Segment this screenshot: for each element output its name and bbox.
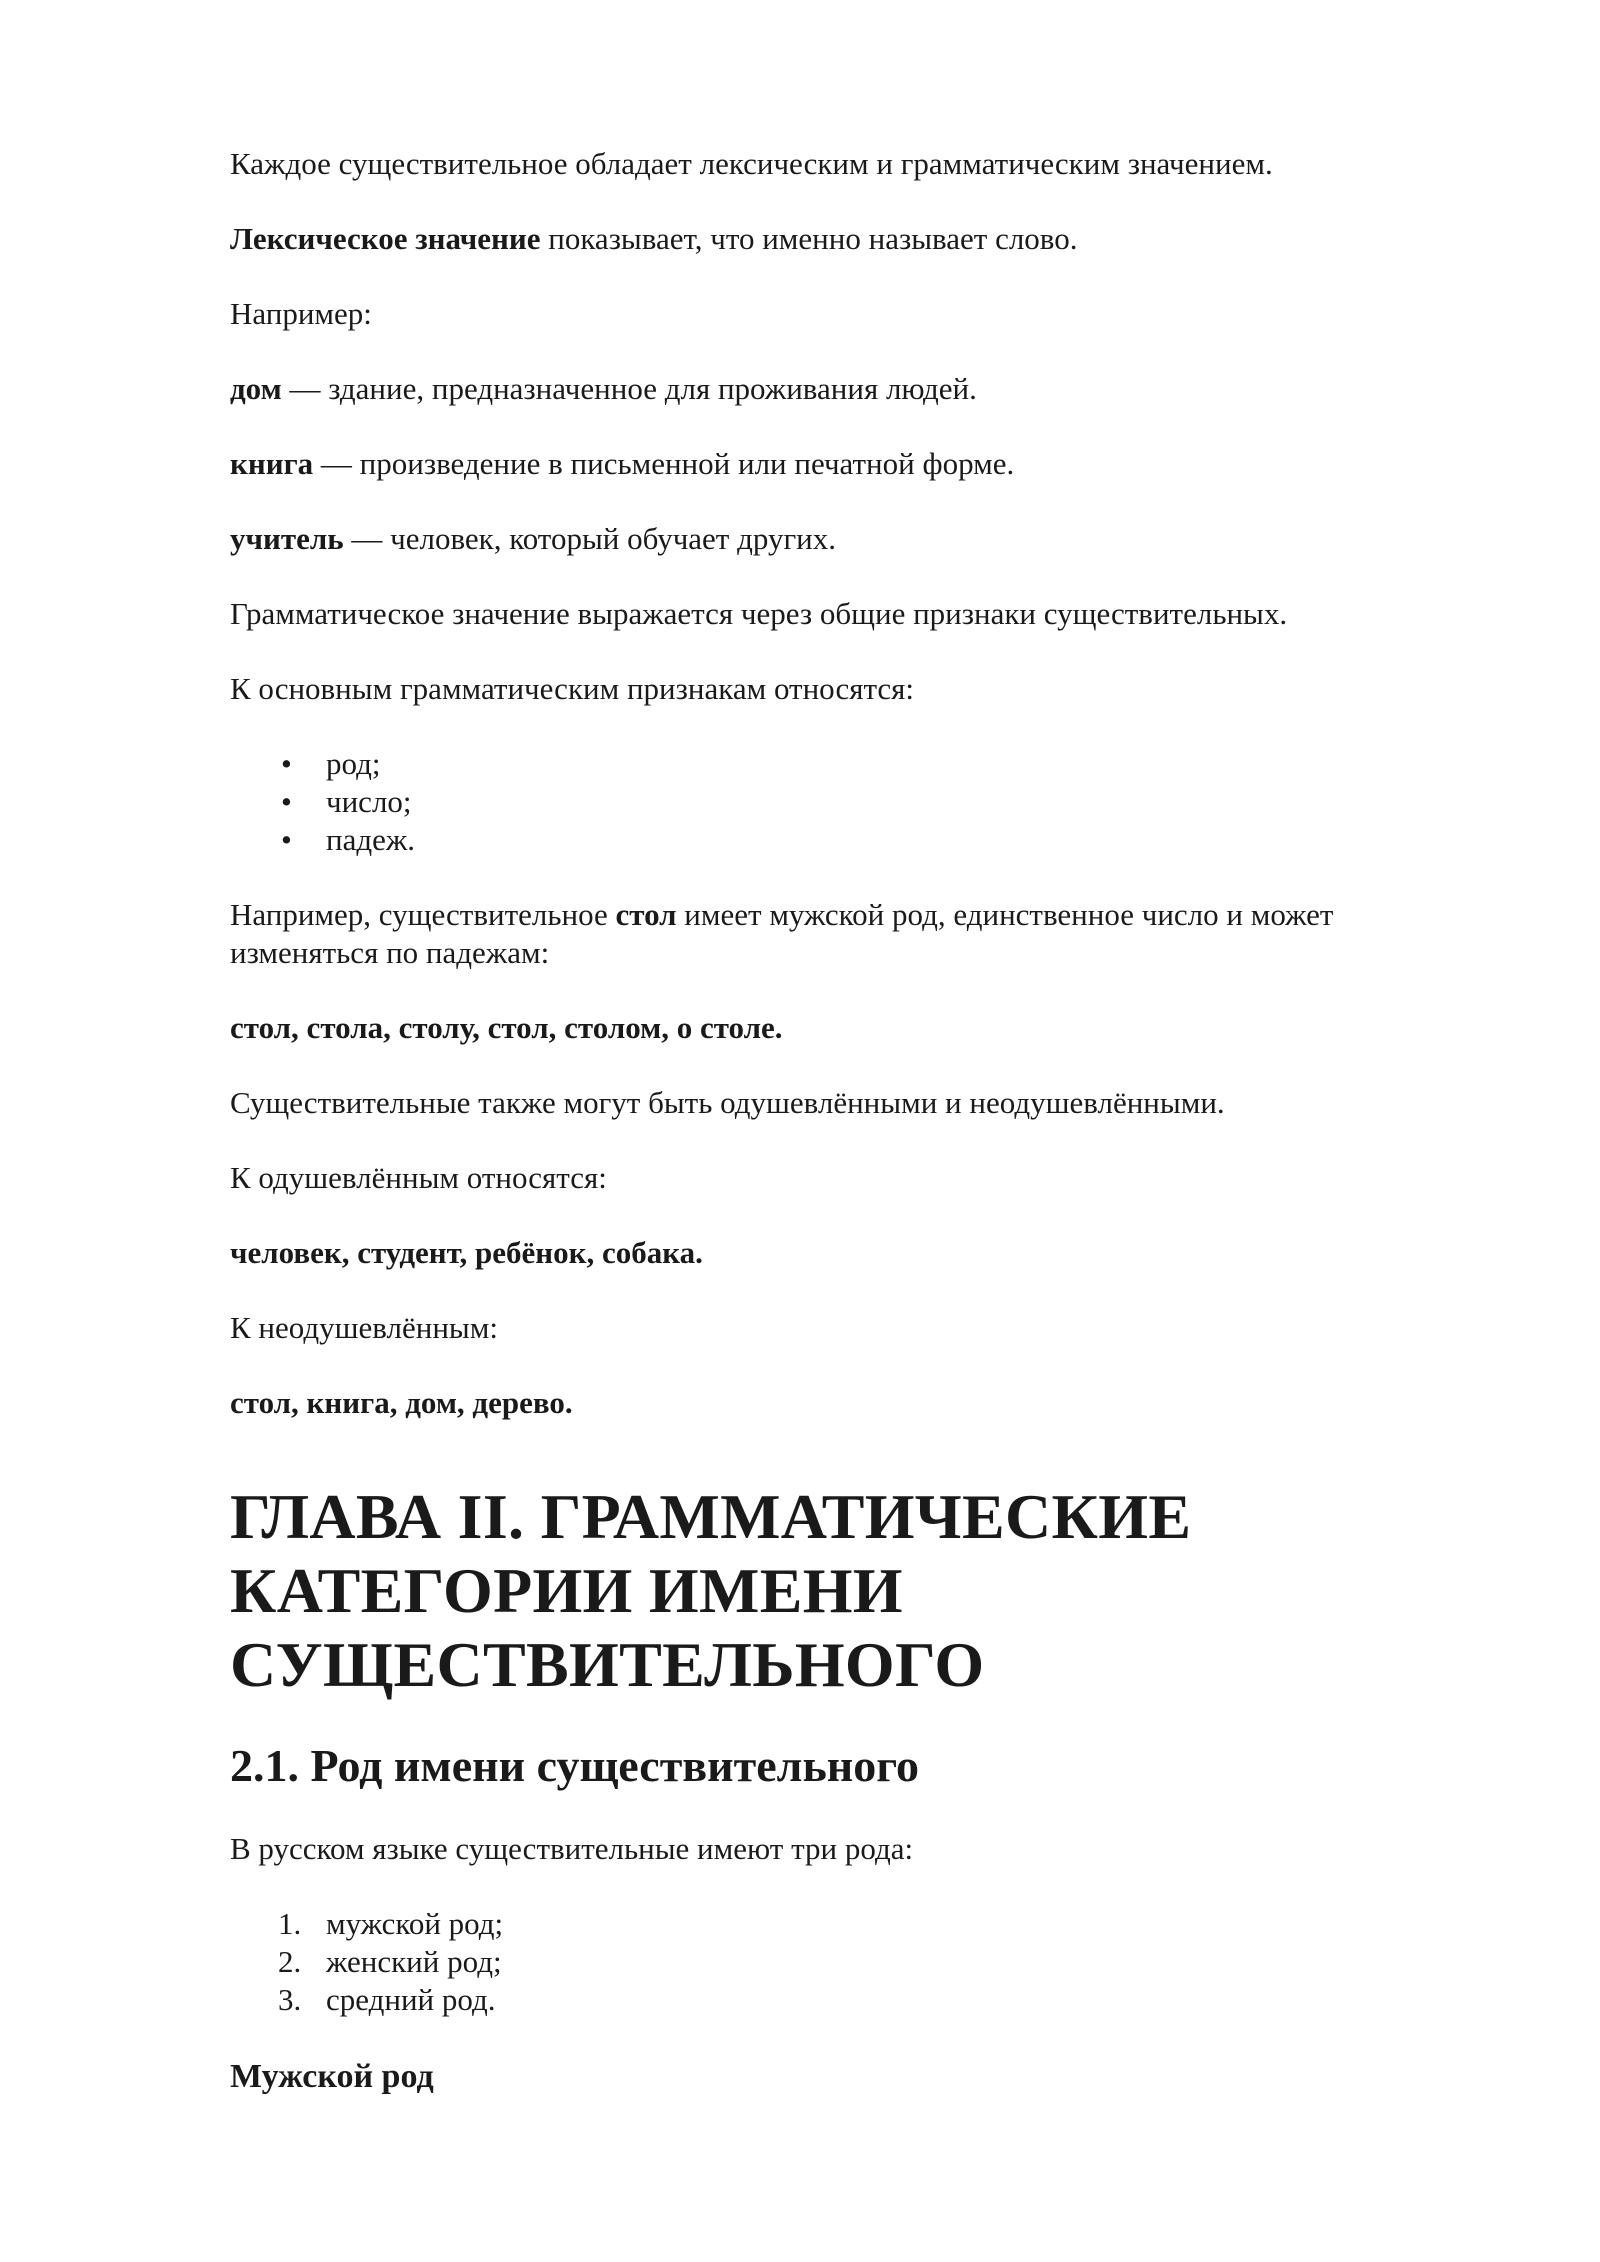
example-term: учитель (230, 521, 344, 556)
animate-examples-text: человек, студент, ребёнок, собака. (230, 1235, 703, 1270)
inanimate-examples-text: стол, книга, дом, дерево. (230, 1385, 573, 1420)
list-item (230, 1981, 1410, 2019)
list-item (230, 745, 1410, 783)
list-item (230, 1905, 1410, 1943)
features-list (230, 745, 1410, 859)
term-lexical-meaning: Лексическое значение (230, 221, 541, 256)
example-definition: — произведение в письменной или печатной форме. (313, 446, 1015, 481)
chapter-title-line: КАТЕГОРИИ ИМЕНИ (230, 1555, 903, 1626)
list-item (230, 821, 1410, 859)
paragraph-inanimate-intro: К неодушевлённым: (230, 1310, 498, 1345)
list-item-text: число; (326, 784, 412, 819)
paragraph-animacy: Существительные также могут быть одушевлёнными и неодушевлёнными. (230, 1085, 1225, 1120)
list-item-text: род; (326, 746, 381, 781)
list-item (230, 1943, 1410, 1981)
subsection-title: Мужской род (230, 2058, 434, 2095)
example-uchitel (230, 520, 1410, 558)
bullet-icon: • (281, 822, 292, 857)
list-item-text: падеж. (326, 822, 416, 857)
paragraph-three-genders: В русском языке существительные имеют три рода: (230, 1831, 914, 1866)
list-item-text: мужской род; (326, 1906, 504, 1941)
paragraph-for-example: Например: (230, 296, 372, 331)
section-title: 2.1. Род имени существительного (230, 1740, 920, 1791)
document-page (230, 145, 1410, 2098)
paragraph-text: Например, существительное (230, 897, 616, 932)
term-stol: стол (615, 897, 677, 932)
example-dom (230, 370, 1410, 408)
chapter-title-line: СУЩЕСТВИТЕЛЬНОГО (230, 1629, 985, 1700)
paragraph-animate-intro: К одушевлённым относятся: (230, 1160, 607, 1195)
list-number: 2. (278, 1944, 302, 1979)
paragraph-lexical-meaning (230, 220, 1410, 258)
list-number: 3. (278, 1982, 302, 2017)
cases-declension (230, 1009, 1410, 1047)
list-number: 1. (278, 1906, 302, 1941)
paragraph-text: показывает, что именно называет слово. (540, 221, 1078, 256)
example-kniga (230, 445, 1410, 483)
list-item-text: средний род. (326, 1982, 496, 2017)
animate-examples (230, 1234, 1410, 1272)
paragraph-grammatical-meaning: Грамматическое значение выражается через общие признаки существительных. (230, 596, 1288, 631)
paragraph-intro: Каждое существительное обладает лексическим и грамматическим значением. (230, 146, 1273, 181)
list-item-text: женский род; (326, 1944, 502, 1979)
list-item (230, 783, 1410, 821)
paragraph-stol-example (230, 896, 1410, 972)
bullet-icon: • (281, 784, 292, 819)
example-term: книга (230, 446, 314, 481)
bullet-icon: • (281, 746, 292, 781)
paragraph-features-intro: К основным грамматическим признакам относятся: (230, 671, 915, 706)
chapter-title-line: ГЛАВА II. ГРАММАТИЧЕСКИЕ (230, 1481, 1192, 1552)
cases-text: стол, стола, столу, стол, столом, о столе. (230, 1010, 783, 1045)
genders-list (230, 1905, 1410, 2019)
inanimate-examples (230, 1384, 1410, 1422)
chapter-title (230, 1480, 1410, 1702)
example-definition: — здание, предназначенное для проживания людей. (281, 371, 977, 406)
example-term: дом (230, 371, 282, 406)
example-definition: — человек, который обучает других. (343, 521, 837, 556)
paragraph-text: имеет мужской род, единственное число и может изменяться по падежам: (230, 897, 1334, 970)
